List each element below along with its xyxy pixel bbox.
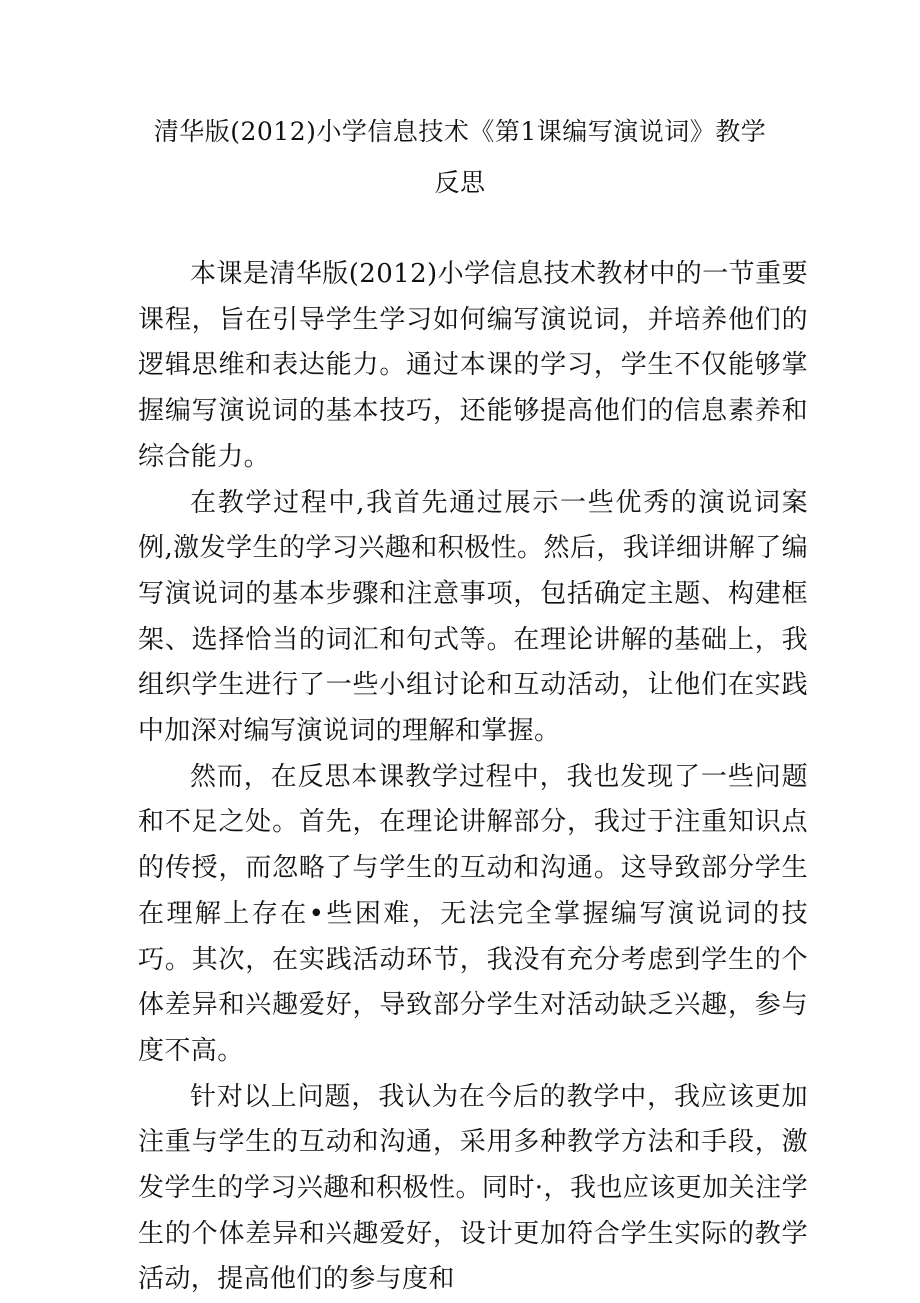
paragraph-2: 在教学过程中,我首先通过展示一些优秀的演说词案例,激发学生的学习兴趣和积极性。然后，我详细讲解了编写演说词的基本步骤和注意事项，包括确定主题、构建框架、选择恰当的词汇和句式等。在理论讲解的基础上，我组织学生进行了一些小组讨论和互动活动，让他们在实践中加深对编写演说词的理解和掌握。 [138,487,808,747]
document-title-line-2: 反思 [434,168,486,197]
paragraph-4: 针对以上问题，我认为在今后的教学中，我应该更加注重与学生的互动和沟通，采用多种教学方法和手段，激发学生的学习兴趣和积极性。同时·，我也应该更加关注学生的个体差异和兴趣爱好，设计更加符合学生实际的教学活动，提高他们的参与度和 [138,1081,808,1295]
document-body [138,252,808,1303]
document-title-line-1: 清华版(2012)小学信息技术《第1课编写演说词》教学 [153,117,767,146]
paragraph-1: 本课是清华版(2012)小学信息技术教材中的一节重要课程，旨在引导学生学习如何编写演说词，并培养他们的逻辑思维和表达能力。通过本课的学习，学生不仅能够掌握编写演说词的基本技巧，还能够提高他们的信息素养和综合能力。 [138,259,808,472]
paragraph-3: 然而，在反思本课教学过程中，我也发现了一些问题和不足之处。首先，在理论讲解部分，我过于注重知识点的传授，而忽略了与学生的互动和沟通。这导致部分学生在理解上存在•些困难，无法完全掌握编写演说词的技巧。其次，在实践活动环节，我没有充分考虑到学生的个体差异和兴趣爱好，导致部分学生对活动缺乏兴趣，参与度不高。 [138,761,808,1066]
